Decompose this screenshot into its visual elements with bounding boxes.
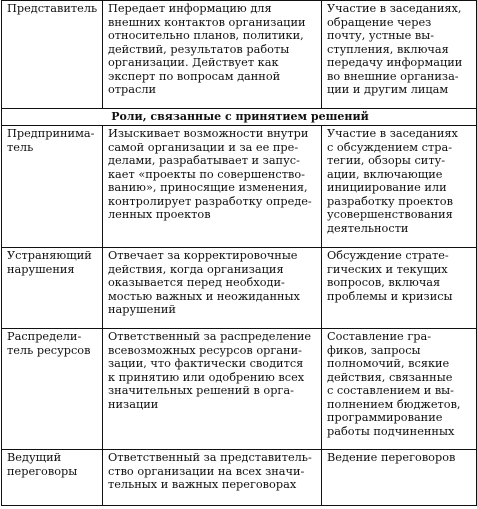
examples-cell: Участие в заседаниях с обсуждением стра- тегии, обзоры ситу- ации, включающие инициирование или разработку проектов усовершенствования деятельности [322, 126, 477, 248]
role-cell: Предпринима- тель [2, 126, 103, 248]
section-header: Роли, связанные с принятием решений [2, 109, 477, 126]
activity-cell: Отвечает за корректировочные действия, когда организация оказывается перед необходи- мостью важных и неожиданных нарушений [103, 248, 322, 329]
table-row [2, 1, 477, 109]
activity-cell: Ответственный за распределение всевозможных ресурсов органи- зации, что фактически сводится к принятию или одобрению всех значительных решений в орга- низации [103, 329, 322, 450]
role-cell: Ведущий переговоры [2, 450, 103, 506]
roles-table [1, 0, 477, 506]
table-row [2, 329, 477, 450]
examples-cell: Составление гра- фиков, запросы полномочий, всякие действия, связанные с составлением и вы- полнением бюджетов, программирование работы подчиненных [322, 329, 477, 450]
role-cell: Представитель [2, 1, 103, 109]
examples-cell: Обсуждение страте- гических и текущих вопросов, включая проблемы и кризисы [322, 248, 477, 329]
role-cell: Устраняющий нарушения [2, 248, 103, 329]
section-header-row [2, 109, 477, 126]
activity-cell: Изыскивает возможности внутри самой организации и за ее пре- делами, разрабатывает и запус- кает «проекты по совершенство- ванию», приносящие изменения, контролирует разработку опреде- ленных проектов [103, 126, 322, 248]
examples-cell: Участие в заседаниях, обращение через почту, устные вы- ступления, включая передачу информации во внешние организа- ции и другим лицам [322, 1, 477, 109]
table-row [2, 126, 477, 248]
activity-cell: Ответственный за представитель- ство организации на всех значи- тельных и важных переговорах [103, 450, 322, 506]
table-row [2, 450, 477, 506]
table-row [2, 248, 477, 329]
examples-cell: Ведение переговоров [322, 450, 477, 506]
role-cell: Распредели- тель ресурсов [2, 329, 103, 450]
activity-cell: Передает информацию для внешних контактов организации относительно планов, политики, действий, результатов работы организации. Действует как эксперт по вопросам данной отрасли [103, 1, 322, 109]
